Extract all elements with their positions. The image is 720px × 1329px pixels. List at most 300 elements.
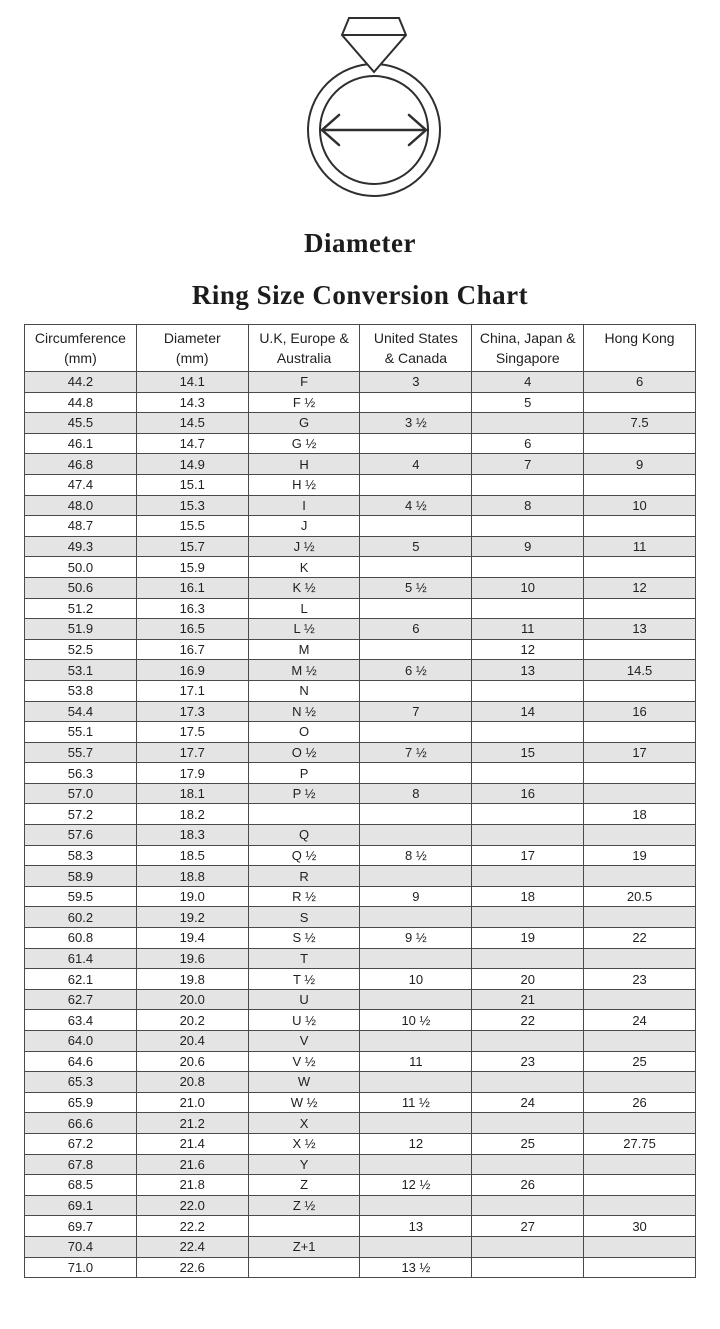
table-cell: 57.2 (25, 804, 137, 825)
table-cell (472, 866, 584, 887)
table-cell: 21.2 (136, 1113, 248, 1134)
table-cell: 53.8 (25, 680, 137, 701)
table-cell: 21.4 (136, 1133, 248, 1154)
column-header-line2: & Canada (384, 350, 448, 366)
table-cell (584, 639, 696, 660)
table-cell (248, 1257, 360, 1278)
table-row (25, 1133, 696, 1154)
table-cell: 20 (472, 969, 584, 990)
table-row (25, 619, 696, 640)
table-row (25, 1154, 696, 1175)
table-row (25, 804, 696, 825)
table-cell: G ½ (248, 433, 360, 454)
table-cell (472, 1195, 584, 1216)
table-cell: N (248, 680, 360, 701)
table-cell: 18.1 (136, 783, 248, 804)
table-cell: 9 (584, 454, 696, 475)
table-cell (584, 392, 696, 413)
table-cell (584, 825, 696, 846)
table-row (25, 639, 696, 660)
table-cell: U (248, 989, 360, 1010)
table-row (25, 886, 696, 907)
table-cell: 47.4 (25, 474, 137, 495)
table-cell: 19 (472, 928, 584, 949)
table-cell: 12 (472, 639, 584, 660)
column-header-line1: Hong Kong (604, 330, 675, 346)
table-cell (360, 516, 472, 537)
table-cell (360, 722, 472, 743)
table-row (25, 413, 696, 434)
table-cell: 62.1 (25, 969, 137, 990)
table-cell (360, 598, 472, 619)
table-cell: 69.1 (25, 1195, 137, 1216)
table-cell: L (248, 598, 360, 619)
table-row (25, 969, 696, 990)
table-cell: 6 ½ (360, 660, 472, 681)
column-header-line1: U.K, Europe & (259, 330, 349, 346)
table-row (25, 763, 696, 784)
table-cell: 58.3 (25, 845, 137, 866)
table-cell (584, 1236, 696, 1257)
table-cell (472, 1072, 584, 1093)
table-cell: Z (248, 1175, 360, 1196)
table-cell: 14.3 (136, 392, 248, 413)
table-cell: 25 (584, 1051, 696, 1072)
table-cell: W (248, 1072, 360, 1093)
table-row (25, 928, 696, 949)
table-cell: 20.5 (584, 886, 696, 907)
table-cell: 20.4 (136, 1031, 248, 1052)
table-cell: 57.0 (25, 783, 137, 804)
table-row (25, 1175, 696, 1196)
table-cell: 18.8 (136, 866, 248, 887)
table-cell (472, 598, 584, 619)
column-header-line2: Singapore (495, 350, 560, 366)
table-cell (584, 516, 696, 537)
table-cell: 57.6 (25, 825, 137, 846)
table-cell (360, 639, 472, 660)
table-cell: 10 ½ (360, 1010, 472, 1031)
table-cell: 27 (472, 1216, 584, 1237)
table-cell (584, 907, 696, 928)
table-cell: 8 (360, 783, 472, 804)
table-row (25, 660, 696, 681)
table-row (25, 722, 696, 743)
table-row (25, 454, 696, 475)
table-cell: 55.7 (25, 742, 137, 763)
table-cell (472, 948, 584, 969)
table-row (25, 1051, 696, 1072)
table-row (25, 1113, 696, 1134)
table-cell: 12 (584, 577, 696, 598)
table-cell: 65.9 (25, 1092, 137, 1113)
table-cell: 9 (360, 886, 472, 907)
table-cell: 63.4 (25, 1010, 137, 1031)
table-cell: 67.2 (25, 1133, 137, 1154)
table-cell (472, 907, 584, 928)
table-row (25, 557, 696, 578)
table-cell: 17 (584, 742, 696, 763)
table-cell: 17.1 (136, 680, 248, 701)
table-cell: 8 ½ (360, 845, 472, 866)
table-cell (472, 825, 584, 846)
column-header-line1: United States (373, 330, 458, 346)
table-cell: 15 (472, 742, 584, 763)
table-cell: L ½ (248, 619, 360, 640)
table-cell: H (248, 454, 360, 475)
table-cell: 14 (472, 701, 584, 722)
column-header-line1: Circumference (34, 330, 126, 346)
table-cell: 25 (472, 1133, 584, 1154)
table-cell: 44.8 (25, 392, 137, 413)
table-cell (360, 680, 472, 701)
table-row (25, 742, 696, 763)
table-cell: V ½ (248, 1051, 360, 1072)
table-cell: 66.6 (25, 1113, 137, 1134)
table-cell: 21.8 (136, 1175, 248, 1196)
table-row (25, 495, 696, 516)
table-cell: 26 (472, 1175, 584, 1196)
table-cell: 10 (360, 969, 472, 990)
table-cell: 11 (360, 1051, 472, 1072)
table-cell: 70.4 (25, 1236, 137, 1257)
table-cell: 13 ½ (360, 1257, 472, 1278)
table-cell: X (248, 1113, 360, 1134)
table-cell (584, 1031, 696, 1052)
table-cell: S (248, 907, 360, 928)
table-cell (248, 1216, 360, 1237)
column-header (360, 325, 472, 372)
table-cell: 20.8 (136, 1072, 248, 1093)
table-cell (584, 1195, 696, 1216)
diameter-arrow-icon (322, 115, 426, 145)
table-cell (360, 989, 472, 1010)
table-row (25, 907, 696, 928)
table-cell: 13 (360, 1216, 472, 1237)
table-cell: S ½ (248, 928, 360, 949)
column-header (248, 325, 360, 372)
table-cell: 16.5 (136, 619, 248, 640)
table-row (25, 783, 696, 804)
table-cell: 64.0 (25, 1031, 137, 1052)
table-cell (360, 1072, 472, 1093)
table-header-row (25, 325, 696, 372)
table-cell: J (248, 516, 360, 537)
table-cell: T ½ (248, 969, 360, 990)
page-title: Ring Size Conversion Chart (191, 280, 529, 310)
table-header (25, 325, 696, 372)
table-cell (360, 1195, 472, 1216)
table-cell: 58.9 (25, 866, 137, 887)
table-cell: 51.9 (25, 619, 137, 640)
table-cell: 16.3 (136, 598, 248, 619)
table-cell: 68.5 (25, 1175, 137, 1196)
table-cell: 12 ½ (360, 1175, 472, 1196)
table-cell: 7 (360, 701, 472, 722)
table-row (25, 392, 696, 413)
column-header (25, 325, 137, 372)
table-cell: 46.1 (25, 433, 137, 454)
table-cell: 52.5 (25, 639, 137, 660)
table-cell (472, 1154, 584, 1175)
table-cell: Q ½ (248, 845, 360, 866)
table-row (25, 1092, 696, 1113)
column-header (584, 325, 696, 372)
table-cell: 19.6 (136, 948, 248, 969)
ring-diagram-figure (0, 0, 720, 259)
table-cell (472, 413, 584, 434)
table-cell: 6 (584, 372, 696, 393)
table-cell: 30 (584, 1216, 696, 1237)
table-cell (472, 804, 584, 825)
table-cell: 16 (472, 783, 584, 804)
table-row (25, 474, 696, 495)
table-cell: M ½ (248, 660, 360, 681)
table-cell: 20.6 (136, 1051, 248, 1072)
table-row (25, 433, 696, 454)
table-cell: 18.5 (136, 845, 248, 866)
table-cell (472, 680, 584, 701)
table-cell: 17.3 (136, 701, 248, 722)
table-cell: 48.7 (25, 516, 137, 537)
table-row (25, 1257, 696, 1278)
table-cell (584, 763, 696, 784)
table-row (25, 1072, 696, 1093)
table-cell: 17 (472, 845, 584, 866)
table-cell: 3 ½ (360, 413, 472, 434)
table-row (25, 701, 696, 722)
table-cell: 12 (360, 1133, 472, 1154)
table-cell: 71.0 (25, 1257, 137, 1278)
table-cell: 19.4 (136, 928, 248, 949)
table-cell: 3 (360, 372, 472, 393)
table-row (25, 866, 696, 887)
table-cell (584, 866, 696, 887)
table-cell (584, 989, 696, 1010)
table-cell: H ½ (248, 474, 360, 495)
table-cell (360, 825, 472, 846)
table-cell: 49.3 (25, 536, 137, 557)
table-cell: V (248, 1031, 360, 1052)
table-cell: 20.0 (136, 989, 248, 1010)
table-cell: J ½ (248, 536, 360, 557)
table-cell: 17.7 (136, 742, 248, 763)
table-cell (360, 1031, 472, 1052)
table-cell (584, 433, 696, 454)
table-cell: W ½ (248, 1092, 360, 1113)
table-cell (472, 1236, 584, 1257)
column-header (136, 325, 248, 372)
table-cell: 14.7 (136, 433, 248, 454)
table-cell (360, 474, 472, 495)
table-cell: 16 (584, 701, 696, 722)
table-cell: Y (248, 1154, 360, 1175)
table-cell (584, 783, 696, 804)
table-cell: 10 (584, 495, 696, 516)
table-cell: 65.3 (25, 1072, 137, 1093)
table-cell (584, 680, 696, 701)
column-header-line1: Diameter (163, 330, 221, 346)
table-cell (360, 1154, 472, 1175)
table-cell: 24 (584, 1010, 696, 1031)
table-cell: 19.0 (136, 886, 248, 907)
table-cell: 22 (584, 928, 696, 949)
column-header (472, 325, 584, 372)
table-cell: 15.9 (136, 557, 248, 578)
table-cell: 4 (472, 372, 584, 393)
table-row (25, 372, 696, 393)
table-row (25, 1010, 696, 1031)
table-cell: Q (248, 825, 360, 846)
table-row (25, 1216, 696, 1237)
table-cell: 11 (472, 619, 584, 640)
table-cell: 22.6 (136, 1257, 248, 1278)
table-cell: 18.2 (136, 804, 248, 825)
table-cell (360, 433, 472, 454)
table-cell: 11 (584, 536, 696, 557)
table-cell: 50.6 (25, 577, 137, 598)
table-cell: 7.5 (584, 413, 696, 434)
table-cell (584, 1072, 696, 1093)
table-cell: 50.0 (25, 557, 137, 578)
table-cell: K ½ (248, 577, 360, 598)
table-cell: 7 (472, 454, 584, 475)
column-header-line1: China, Japan & (479, 330, 576, 346)
table-row (25, 845, 696, 866)
table-cell (472, 557, 584, 578)
table-cell: 17.9 (136, 763, 248, 784)
table-cell: Z+1 (248, 1236, 360, 1257)
table-cell: 18 (472, 886, 584, 907)
table-cell: 60.2 (25, 907, 137, 928)
table-cell: 22.4 (136, 1236, 248, 1257)
table-cell: 21.6 (136, 1154, 248, 1175)
table-cell (472, 516, 584, 537)
table-cell: 64.6 (25, 1051, 137, 1072)
table-cell: 9 (472, 536, 584, 557)
table-cell: 14.5 (584, 660, 696, 681)
table-cell: 60.8 (25, 928, 137, 949)
table-cell: 21.0 (136, 1092, 248, 1113)
table-cell (472, 1257, 584, 1278)
table-cell: 14.9 (136, 454, 248, 475)
table-cell: 23 (472, 1051, 584, 1072)
ring-diamond-illustration (294, 8, 454, 208)
table-cell: I (248, 495, 360, 516)
table-cell (472, 474, 584, 495)
table-row (25, 536, 696, 557)
table-cell: 6 (472, 433, 584, 454)
table-cell: G (248, 413, 360, 434)
column-header-line2: (mm) (64, 350, 97, 366)
table-cell: 61.4 (25, 948, 137, 969)
table-cell: R (248, 866, 360, 887)
table-cell: 22 (472, 1010, 584, 1031)
table-row (25, 1031, 696, 1052)
table-cell: 22.0 (136, 1195, 248, 1216)
table-cell: 16.9 (136, 660, 248, 681)
table-row (25, 577, 696, 598)
table-cell: 24 (472, 1092, 584, 1113)
table-cell: 48.0 (25, 495, 137, 516)
table-cell: 62.7 (25, 989, 137, 1010)
table-cell: P ½ (248, 783, 360, 804)
table-cell (584, 557, 696, 578)
table-cell: 14.5 (136, 413, 248, 434)
table-cell (584, 722, 696, 743)
table-cell: 15.1 (136, 474, 248, 495)
column-header-line2: Australia (276, 350, 332, 366)
table-cell: U ½ (248, 1010, 360, 1031)
ring-size-conversion-table (24, 324, 696, 1278)
table-cell (584, 1175, 696, 1196)
table-cell: F (248, 372, 360, 393)
table-cell: O ½ (248, 742, 360, 763)
table-cell: 5 ½ (360, 577, 472, 598)
table-cell (360, 1113, 472, 1134)
table-cell (248, 804, 360, 825)
table-cell: 69.7 (25, 1216, 137, 1237)
table-cell: 22.2 (136, 1216, 248, 1237)
table-cell: N ½ (248, 701, 360, 722)
table-cell: 14.1 (136, 372, 248, 393)
table-cell: 46.8 (25, 454, 137, 475)
table-cell (584, 1113, 696, 1134)
table-cell: 51.2 (25, 598, 137, 619)
table-cell: 19.2 (136, 907, 248, 928)
table-cell: 44.2 (25, 372, 137, 393)
table-cell (584, 1154, 696, 1175)
table-cell (584, 474, 696, 495)
table-row (25, 989, 696, 1010)
table-cell: 18.3 (136, 825, 248, 846)
table-row (25, 680, 696, 701)
table-row (25, 948, 696, 969)
table-cell (584, 598, 696, 619)
table-cell: 59.5 (25, 886, 137, 907)
table-cell: 5 (472, 392, 584, 413)
table-cell (360, 948, 472, 969)
table-cell: 4 (360, 454, 472, 475)
table-cell (584, 1257, 696, 1278)
table-cell: 20.2 (136, 1010, 248, 1031)
table-cell (472, 763, 584, 784)
table-cell: 53.1 (25, 660, 137, 681)
table-cell: F ½ (248, 392, 360, 413)
table-cell: 6 (360, 619, 472, 640)
table-cell (360, 392, 472, 413)
table-cell: 56.3 (25, 763, 137, 784)
table-cell (360, 907, 472, 928)
table-cell: 9 ½ (360, 928, 472, 949)
table-cell: 4 ½ (360, 495, 472, 516)
table-cell: O (248, 722, 360, 743)
table-row (25, 1236, 696, 1257)
table-row (25, 516, 696, 537)
table-cell: 16.1 (136, 577, 248, 598)
table-cell: 21 (472, 989, 584, 1010)
diamond-icon (342, 18, 406, 72)
table-cell: T (248, 948, 360, 969)
column-header-line2: (mm) (175, 350, 209, 366)
table-cell: 13 (584, 619, 696, 640)
table-cell: R ½ (248, 886, 360, 907)
table-cell: 15.5 (136, 516, 248, 537)
table-cell (472, 722, 584, 743)
table-cell (360, 804, 472, 825)
table-cell: 19.8 (136, 969, 248, 990)
table-cell (472, 1113, 584, 1134)
